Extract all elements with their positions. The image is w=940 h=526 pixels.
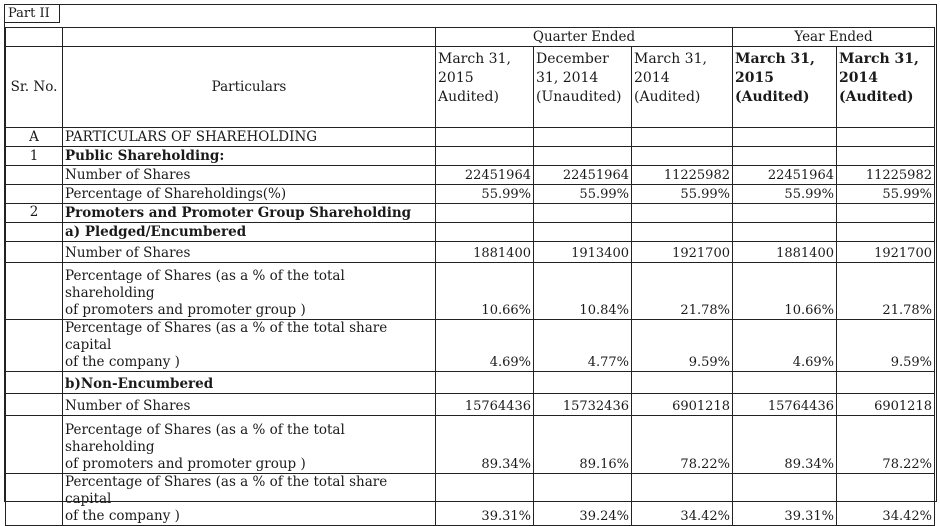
nonencumbered-title-row	[6, 372, 935, 394]
pledged-pct-promoters-row	[6, 263, 935, 320]
value-cell: 9.59%	[632, 320, 733, 372]
value-cell: 22451964	[436, 166, 534, 185]
part-label: Part II	[5, 5, 60, 23]
shareholding-table-page	[4, 4, 937, 524]
public-shareholding-title: Public Shareholding:	[63, 147, 436, 166]
value-cell: 22451964	[534, 166, 632, 185]
value-cell: 11225982	[837, 166, 935, 185]
section-a-row	[6, 128, 935, 147]
value-cell: 10.66%	[733, 263, 837, 320]
row-label: Percentage of Shares (as a % of the total share capital of the company )	[63, 474, 436, 526]
value-cell: 15764436	[733, 394, 837, 416]
value-cell: 1881400	[436, 242, 534, 263]
item-2-sr: 2	[6, 204, 63, 223]
nonencumbered-pct-capital-row	[6, 474, 935, 526]
value-cell: 15732436	[534, 394, 632, 416]
section-a-title: PARTICULARS OF SHAREHOLDING	[63, 128, 436, 147]
value-cell: 11225982	[632, 166, 733, 185]
public-shareholding-row	[6, 147, 935, 166]
particulars-header: Particulars	[63, 47, 436, 128]
blank-cell	[63, 28, 436, 47]
value-cell: 55.99%	[733, 185, 837, 204]
shareholding-table	[5, 27, 935, 526]
header-group-row	[6, 28, 935, 47]
value-cell: 22451964	[733, 166, 837, 185]
quarter-ended-header: Quarter Ended	[436, 28, 733, 47]
public-percentage-row	[6, 185, 935, 204]
value-cell: 55.99%	[837, 185, 935, 204]
nonencumbered-pct-promoters-row	[6, 416, 935, 474]
pledged-pct-capital-row	[6, 320, 935, 372]
value-cell: 21.78%	[837, 263, 935, 320]
value-cell: 6901218	[632, 394, 733, 416]
col-header-y-mar2014: March 31, 2014 (Audited)	[837, 47, 935, 128]
value-cell: 39.24%	[534, 474, 632, 526]
blank-cell	[6, 28, 63, 47]
value-cell: 9.59%	[837, 320, 935, 372]
item-1-sr: 1	[6, 147, 63, 166]
value-cell: 10.66%	[436, 263, 534, 320]
promoter-shareholding-title: Promoters and Promoter Group Shareholding	[63, 204, 436, 223]
row-label: Percentage of Shares (as a % of the total share capital of the company )	[63, 320, 436, 372]
col-header-q-mar2014: March 31, 2014 (Audited)	[632, 47, 733, 128]
value-cell: 1921700	[837, 242, 935, 263]
value-cell: 39.31%	[436, 474, 534, 526]
row-label: Percentage of Shareholdings(%)	[63, 185, 436, 204]
value-cell: 4.77%	[534, 320, 632, 372]
col-header-q-mar2015: March 31, 2015 Audited)	[436, 47, 534, 128]
value-cell: 89.34%	[436, 416, 534, 474]
promoter-shareholding-row	[6, 204, 935, 223]
value-cell: 55.99%	[632, 185, 733, 204]
value-cell: 39.31%	[733, 474, 837, 526]
value-cell: 89.34%	[733, 416, 837, 474]
row-label: Number of Shares	[63, 166, 436, 185]
value-cell: 34.42%	[632, 474, 733, 526]
value-cell: 34.42%	[837, 474, 935, 526]
nonencumbered-title: b)Non-Encumbered	[63, 372, 436, 394]
section-a-sr: A	[6, 128, 63, 147]
value-cell: 1921700	[632, 242, 733, 263]
col-header-y-mar2015: March 31, 2015 (Audited)	[733, 47, 837, 128]
sr-no-header: Sr. No.	[6, 47, 63, 128]
row-label: Number of Shares	[63, 242, 436, 263]
value-cell: 6901218	[837, 394, 935, 416]
value-cell: 55.99%	[436, 185, 534, 204]
year-ended-header: Year Ended	[733, 28, 935, 47]
value-cell: 78.22%	[632, 416, 733, 474]
value-cell: 55.99%	[534, 185, 632, 204]
value-cell: 10.84%	[534, 263, 632, 320]
row-label: Percentage of Shares (as a % of the total shareholding of promoters and promoter group )	[63, 416, 436, 474]
value-cell: 1913400	[534, 242, 632, 263]
value-cell: 89.16%	[534, 416, 632, 474]
col-header-q-dec2014: December 31, 2014 (Unaudited)	[534, 47, 632, 128]
value-cell: 15764436	[436, 394, 534, 416]
value-cell: 78.22%	[837, 416, 935, 474]
header-row	[6, 47, 935, 128]
row-label: Percentage of Shares (as a % of the total shareholding of promoters and promoter group )	[63, 263, 436, 320]
value-cell: 4.69%	[436, 320, 534, 372]
pledged-title: a) Pledged/Encumbered	[63, 223, 436, 242]
value-cell: 1881400	[733, 242, 837, 263]
value-cell: 4.69%	[733, 320, 837, 372]
nonencumbered-shares-row	[6, 394, 935, 416]
row-label: Number of Shares	[63, 394, 436, 416]
public-shares-row	[6, 166, 935, 185]
pledged-title-row	[6, 223, 935, 242]
pledged-shares-row	[6, 242, 935, 263]
value-cell: 21.78%	[632, 263, 733, 320]
